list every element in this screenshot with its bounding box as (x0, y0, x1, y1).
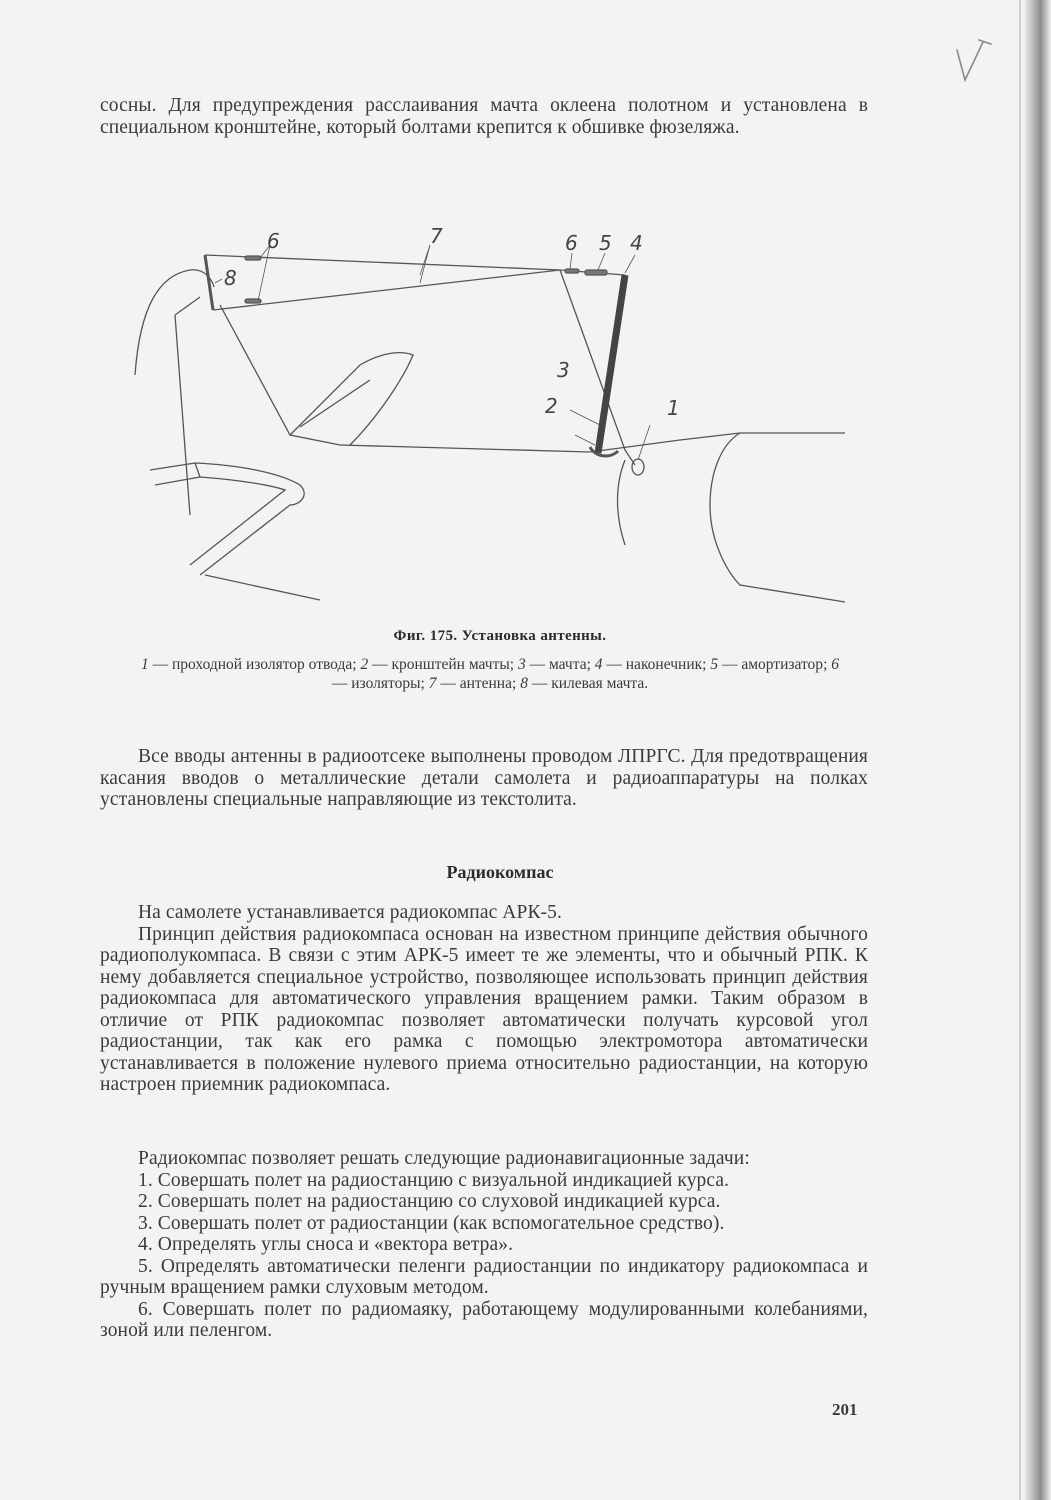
antenna-installation-figure (120, 215, 860, 605)
wing-line (155, 477, 320, 600)
section-heading: Радиокомпас (446, 862, 554, 882)
figure-label-8: 8 (224, 266, 237, 290)
inputs-paragraph (100, 746, 868, 811)
figure-label-3: 3 (557, 358, 570, 382)
stabilizer-inner (300, 380, 370, 427)
legend-item-5: 5 — амортизатор; (710, 656, 832, 673)
cockpit-curve (710, 433, 845, 602)
figure-label-6-right: 6 (565, 231, 578, 255)
mast (598, 275, 625, 453)
legend-item-6: 6 — изоляторы; (331, 656, 839, 692)
fin-trailing-line (220, 305, 340, 445)
fin-leading-line (175, 297, 200, 515)
pencil-checkmark-icon (955, 30, 1005, 90)
task-item: 4. Определять углы сноса и «вектора ветра». (138, 1234, 514, 1255)
top-paragraph (100, 95, 868, 138)
principle-paragraph: Принцип действия радиокомпаса основан на известном принципе действия обычного радиополукомпаса. В связи с этим АРК-5 имеет те же элементы, что и обычный РПК. К нему добавляется специальное устройство, позволяющее использовать принцип действия радиокомпаса для автоматического управления вращением рамки. Таким образом в отличие от РПК радиокомпас позволяет автоматически получать курсовой угол радиостанции, так как его рамка с помощью электромотора автоматически устанавливается в положение нулевого приема относительно радиостанции, на которую настроен приемник радиокомпаса. (100, 923, 868, 1095)
figure-caption-title: Фиг. 175. Установка антенны. (393, 628, 607, 644)
legend-item-3: 3 — мачта; (517, 656, 595, 673)
task-item: 5. Определять автоматически пеленги радиостанции по индикатору радиокомпаса и ручным вращением рамки слуховым методом. (100, 1255, 868, 1298)
install-paragraph: На самолете устанавливается радиокомпас АРК-5. (138, 902, 562, 923)
lead-in-insulator (632, 459, 644, 475)
figure-legend (140, 655, 840, 693)
figure-label-4: 4 (630, 231, 643, 255)
top-paragraph-text: сосны. Для предупреждения расслаивания мачта оклеена полотном и установлена в специальном кронштейне, который болтами крепится к обшивке фюзеляжа. (100, 95, 868, 138)
tasks-section (100, 1148, 868, 1342)
page-edge-shadow (1025, 0, 1051, 1500)
inputs-paragraph-text: Все вводы антенны в радиоотсеке выполнены проводом ЛПРГС. Для предотвращения касания вводов о металлические детали самолета и радиоаппаратуры на полках установлены специальные направляющие из текстолита. (100, 746, 868, 810)
stabilizer (290, 353, 413, 445)
figure-label-5: 5 (599, 231, 612, 255)
fuselage-lower (618, 460, 626, 545)
tasks-intro: Радиокомпас позволяет решать следующие радионавигационные задачи: (138, 1148, 750, 1169)
task-item: 3. Совершать полет от радиостанции (как вспомогательное средство). (138, 1212, 725, 1234)
task-item: 6. Совершать полет по радиомаяку, работающему модулированными колебаниями, зоной или пеленгом. (100, 1298, 868, 1341)
fin-outline (135, 270, 214, 375)
figure-label-1: 1 (667, 396, 680, 420)
task-item: 2. Совершать полет на радиостанцию со слуховой индикацией курса. (138, 1191, 721, 1212)
legend-item-7: 7 — антенна; (428, 675, 521, 692)
task-item: 1. Совершать полет на радиостанцию с визуальной индикацией курса. (138, 1169, 730, 1191)
antenna-wire-lower (213, 270, 560, 310)
shock-absorber (585, 270, 607, 275)
insulator-upper-left (245, 256, 261, 260)
legend-item-2: 2 — кронштейн мачты; (360, 656, 518, 673)
figure-label-6-left: 6 (267, 229, 280, 253)
legend-item-8: 8 — килевая мачта. (520, 675, 649, 692)
insulator-right (565, 269, 579, 273)
page-number: 201 (832, 1400, 858, 1419)
page-edge-line (1019, 0, 1021, 1500)
legend-item-1: 1 — проходной изолятор отвода; (141, 656, 361, 673)
radiocompass-paragraphs (100, 902, 868, 1096)
figure-label-7: 7 (430, 224, 443, 248)
wing-root-edge (190, 463, 285, 565)
figure-label-2: 2 (545, 394, 558, 418)
legend-item-4: 4 — наконечник; (594, 656, 711, 673)
